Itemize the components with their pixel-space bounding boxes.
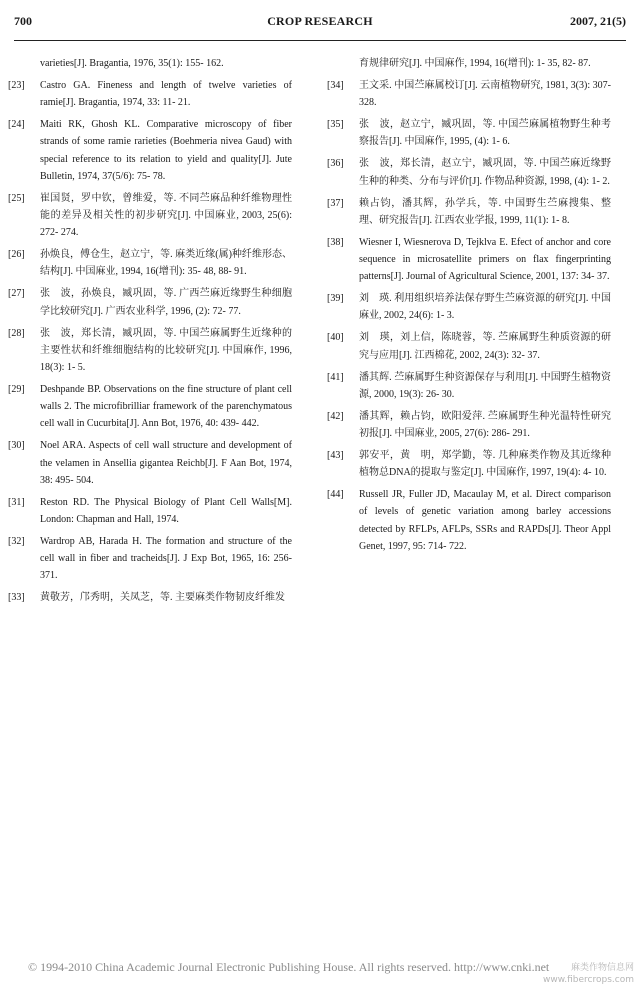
reference-item [8,494,292,528]
reference-text: 崔国贤，罗中钦，曾维爱，等. 不同苎麻品种纤维物理性能的差异及相关性的初步研究[J]. 中国麻业, 2003, 25(6): 272- 274. [40,192,292,239]
reference-item [327,290,611,324]
reference-number: [30] [8,440,25,452]
reference-item [327,408,611,442]
reference-number: [28] [8,327,25,339]
reference-number: [41] [327,371,344,383]
reference-text: 黄敬芳，邝秀明，关凤芝，等. 主要麻类作物韧皮纤维发 [40,592,285,604]
reference-text: Deshpande BP. Observations on the fine structure of plant cell walls 2. The microfibrilliar framework of the parenchymatous cell wall in Cucurbita[J]. Ann Bot, 1976, 40: 439- 442. [40,384,292,430]
reference-text: 孙焕良，傅仓生，赵立宁，等. 麻类近缘(属)种纤维形态、结构[J]. 中国麻业, 1994, 16(增刊): 35- 48, 88- 91. [40,249,292,278]
reference-item [8,77,292,111]
reference-number: [35] [327,119,344,131]
reference-item [8,190,292,242]
reference-item [8,325,292,377]
reference-text: 郭安平，黄 明，郑学勤，等. 几种麻类作物及其近缘种植物总DNA的提取与鉴定[J]. 中国麻作, 1997, 19(4): 4- 10. [359,450,611,479]
reference-text: Russell JR, Fuller JD, Macaulay M, et al. Direct comparison of levels of genetic variation among barley accessions detected by RFLPs, AFLPs, SSRs and RAPDs[J]. Theor Appl Genet, 1997, 95: 714- 722. [359,489,611,552]
reference-text: 潘其辉. 苎麻属野生种资源保存与利用[J]. 中国野生植物资源, 2000, 19(3): 26- 30. [359,371,611,400]
reference-number: [26] [8,249,25,261]
reference-item [327,234,611,286]
reference-number: [43] [327,450,344,462]
reference-text: Wiesner I, Wiesnerova D, Tejklva E. Efect of anchor and core sequence in microsatellite primers on flax fingerprinting patterns[J]. Journal of Agricultural Science, 2001, 137: 34- 37. [359,236,611,283]
reference-text: 刘 瑛，刘上信，陈晓蓉，等. 苎麻属野生种质资源的研究与应用[J]. 江西棉花, 2002, 24(3): 32- 37. [359,332,611,361]
header-rule [14,40,626,41]
reference-number [8,55,40,72]
reference-number: [34] [327,80,344,91]
reference-number: [36] [327,158,344,170]
reference-item [327,486,611,555]
right-reference-column [327,55,611,560]
reference-number: [24] [8,119,25,131]
reference-number: [40] [327,332,344,344]
reference-item [327,369,611,403]
reference-number: [44] [327,489,344,501]
reference-number: [39] [327,293,344,305]
reference-item [327,55,611,72]
watermark-line1: 麻类作物信息网 [570,963,634,973]
reference-text: 王文采. 中国苎麻属校订[J]. 云南植物研究, 1981, 3(3): 307- 328. [359,80,611,109]
reference-text: 育规律研究[J]. 中国麻作, 1994, 16(增刊): 1- 35, 82- 87. [359,58,591,69]
reference-item [327,155,611,189]
reference-item [327,116,611,150]
reference-item [8,437,292,489]
reference-number: [29] [8,384,25,396]
reference-item [327,77,611,111]
reference-text: Reston RD. The Physical Biology of Plant Cell Walls[M]. London: Chapman and Hall, 1974. [40,496,292,526]
journal-title: CROP RESEARCH [267,14,373,28]
reference-text: 赖占钧，潘其辉，孙学兵，等. 中国野生苎麻搜集、整理、研究报告[J]. 江西农业学报, 1999, 11(1): 1- 8. [359,197,611,226]
reference-text: 潘其辉，赖占钧，欧阳爱萍. 苎麻属野生种光温特性研究初报[J]. 中国麻业, 2005, 27(6): 286- 291. [359,410,611,440]
reference-number: [31] [8,496,25,508]
reference-text: 张 波，赵立宁，臧巩固，等. 中国苎麻属植物野生种考察报告[J]. 中国麻作, 1995, (4): 1- 6. [359,119,611,148]
reference-number [327,55,359,72]
reference-item [327,195,611,229]
reference-number: [27] [8,288,25,300]
reference-number: [42] [327,410,344,422]
reference-item [327,447,611,481]
reference-item [327,329,611,363]
reference-number: [32] [8,536,25,548]
reference-number: [37] [327,197,344,209]
copyright-footer: © 1994-2010 China Academic Journal Electronic Publishing House. All rights reserved. http://www.cnki.net [28,960,550,974]
left-reference-column [8,55,292,611]
page-header [14,10,626,32]
reference-item [8,589,292,606]
reference-text: varieties[J]. Bragantia, 1976, 35(1): 155- 162. [40,58,224,69]
site-watermark [543,962,634,986]
volume-issue: 2007, 21(5) [570,14,626,28]
reference-item [8,55,292,72]
reference-text: 张 波，孙焕良，臧巩固，等. 广西苎麻近缘野生种细胞学比较研究[J]. 广西农业科学, 1996, (2): 72- 77. [40,288,292,317]
reference-item [8,246,292,280]
reference-text: Wardrop AB, Harada H. The formation and structure of the cell wall in fiber and tracheids[J]. J Exp Bot, 1965, 16: 256- 371. [40,536,292,582]
reference-number: [38] [327,236,344,248]
reference-text: Castro GA. Fineness and length of twelve varieties of ramie[J]. Bragantia, 1974, 33: 11- 21. [40,80,292,109]
reference-number: [23] [8,80,25,91]
page-number: 700 [14,14,32,28]
reference-item [8,533,292,585]
watermark-line2: www.fibercrops.com [543,975,634,985]
reference-text: Maiti RK, Ghosh KL. Comparative microscopy of fiber strands of some ramie rarieties (Boehmeria nivea Gaud) with special reference to its relation to yield and quality[J]. Jute Bulletin, 1974, 37(5/6): 75- 78. [40,119,292,182]
reference-item [8,285,292,319]
reference-item [8,116,292,185]
reference-number: [33] [8,592,25,604]
reference-text: 张 波，郑长清，赵立宁，臧巩固，等. 中国苎麻近缘野生种的种类、分布与评价[J]. 作物品种资源, 1998, (4): 1- 2. [359,158,611,187]
reference-number: [25] [8,192,25,204]
reference-text: Noel ARA. Aspects of cell wall structure and development of the velamen in Ansellia gigantea Reichb[J]. F Aan Bot, 1974, 38: 495- 504. [40,440,292,486]
reference-text: 张 波，郑长清，臧巩固，等. 中国苎麻属野生近缘种的主要性状和纤维细胞结构的比较研究[J]. 中国麻作, 1996, 18(3): 1- 5. [40,327,292,374]
reference-item [8,381,292,433]
reference-text: 刘 瑛. 利用组织培养法保存野生苎麻资源的研究[J]. 中国麻业, 2002, 24(6): 1- 3. [359,293,611,322]
